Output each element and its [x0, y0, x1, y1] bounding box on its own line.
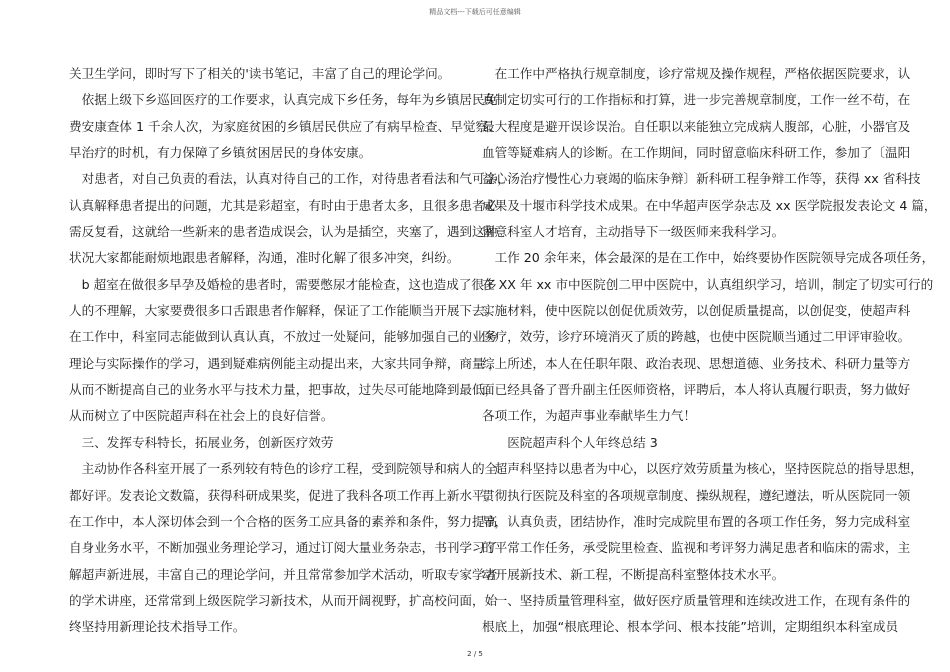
text-line: 费安康查体 1 千余人次，为家庭贫困的乡镇居民供应了有病早检查、早觉察、 — [69, 118, 501, 134]
text-line: 关卫生学问，即时写下了相关的'读书笔记，丰富了自己的理论学问。 — [69, 66, 451, 81]
text-line: 主动协作各科室开展了一系列较有特色的诊疗工程，受到院领导和病人的全 — [69, 461, 498, 477]
text-line: 从而不断提高自己的业务水平与技术力量，把事故，过失尽可能地降到最低， — [69, 382, 498, 398]
text-line: 各项工作，为超声事业奉献毕生力气！ — [482, 408, 697, 424]
text-line: 超声科坚持以患者为中心，以医疗效劳质量为核心，坚持医院总的指导思想， — [482, 461, 923, 477]
text-line: 在工作中，科室同志能做到认真认真，不放过一处疑问，能够加强自己的业务 — [69, 329, 498, 345]
text-line: 解超声新进展，丰富自己的理论学问，并且常常参加学术活动，听取专家学者 — [69, 566, 498, 582]
document-subtitle: 医院超声科个人年终总结 3 — [482, 434, 658, 450]
text-line: 早治疗的时机，有力保障了乡镇贫困居民的身体安康。 — [69, 145, 372, 161]
text-line: 自身业务水平，不断加强业务理论学习，通过订阅大量业务杂志，书刊学习了 — [69, 540, 498, 556]
text-line: 理论与实际操作的学习，遇到疑难病例能主动提出来，大家共同争辩，商量 ， — [69, 355, 502, 371]
text-line: 综上所述，本人在任职年限、政治表现、思想道德、业务技术、科研力量等方 — [482, 355, 911, 371]
text-line: 面已经具备了晋升副主任医师资格，评聘后，本人将认真履行职责，努力做好 — [482, 382, 911, 398]
right-column — [482, 61, 937, 641]
text-line: 医疗，效劳，诊疗环境消灭了质的跨越，也使中医院顺当通过二甲评审验收。 — [482, 329, 911, 345]
text-line: 成果及十堰市科学技术成果。在中华超声医学杂志及 xx 医学院报发表论文 4 篇， — [482, 197, 937, 213]
text-line: 的学术讲座，还常常到上级医院学习新技术，从而开阔视野，扩高校问面，始 — [69, 592, 498, 608]
text-line: 实施材料，使中医院以创促优质效劳，以创促质量提高，以创促变，使超声科 — [482, 303, 911, 319]
left-column — [69, 61, 510, 641]
text-line: 需反复看，这就给一些新来的患者造成误会，认为是插空，夹塞了，遇到这种 — [69, 224, 498, 240]
text-line: 状况大家都能耐烦地跟患者解释，沟通，准时化解了很多冲突，纠纷。 — [69, 250, 460, 266]
page-number: 2 / 5 — [467, 650, 483, 658]
text-line: 根底上，加强“根底理论、根本学问、根本技能”培训，定期组织本科室成员 — [482, 619, 899, 635]
text-line: 终坚持用新理论技术指导工作。 — [69, 619, 246, 635]
text-line: 最大程度是避开误诊误治。自任职以来能独立完成病人腹部，心脏，小器官及 — [482, 118, 911, 134]
text-line: 留意科室人才培育，主动指导下一级医师来我科学习。 — [482, 224, 785, 240]
text-line: 血管等疑难病人的诊断。在工作期间，同时留意临床科研工作，参加了〔温阳 — [482, 145, 911, 161]
text-line: b 超室在做很多早孕及婚检的患者时，需要憋尿才能检查，这也造成了很多 — [69, 276, 497, 292]
text-line: 导，认真负责，团结协作，准时完成院里布置的各项工作任务，努力完成科室 — [482, 513, 911, 529]
text-line: 的平常工作任务，承受院里检查、监视和考评努力满足患者和临床的需求，主 — [482, 540, 911, 556]
text-line: 认真解释患者提出的问题，尤其是彩超室，有时由于患者太多，且很多患者必 — [69, 197, 498, 213]
text-line: 从而树立了中医院超声科在社会上的良好信誉。 — [69, 408, 334, 424]
text-line: 都好评。发表论文数篇，获得科研成果奖，促进了我科各项工作再上新水平。 — [69, 487, 498, 503]
text-line: 一、坚持质量管理科室，做好医疗质量管理和连续改进工作，在现有条件的 — [482, 592, 911, 608]
text-line: 真制定切实可行的工作指标和打算，进一步完善规章制度，工作一丝不苟，在 — [482, 92, 911, 108]
text-line: 在 XX 年 xx 市中医院创二甲中医院中，认真组织学习，培训，制定了切实可行的 — [482, 276, 934, 292]
text-line: 动开展新技术、新工程，不断提高科室整体技术水平。 — [482, 566, 785, 582]
page-header: 精品文档---下载后可任意编辑 — [429, 8, 521, 16]
text-line: 对患者，对自己负责的看法，认真对待自己的工作，对待患者看法和气可亲， — [69, 171, 510, 187]
section-heading: 三、发挥专科特长，拓展业务，创新医疗效劳 — [69, 434, 334, 450]
text-line: 贯彻执行医院及科室的各项规章制度、操纵规程，遵纪遵法，听从医院同一领 — [482, 487, 911, 503]
text-line: 在工作中严格执行规章制度，诊疗常规及操作规程，严格依据医院要求，认 — [482, 66, 911, 81]
text-line: 工作 20 余年来，体会最深的是在工作中，始终要协作医院领导完成各项任务， — [482, 250, 935, 266]
text-line: 益心汤治疗慢性心力衰竭的临床争辩〕新科研工程争辩工作等，获得 xx 省科技 — [482, 171, 921, 187]
text-line: 依据上级下乡巡回医疗的工作要求，认真完成下乡任务，每年为乡镇居民免 — [69, 92, 498, 108]
text-line: 人的不理解，大家要费很多口舌跟患者作解释，保证了工作能顺当开展下去。 — [69, 303, 498, 319]
text-line: 在工作中，本人深切体会到一个合格的医务工应具备的素养和条件，努力提高 — [69, 513, 498, 529]
